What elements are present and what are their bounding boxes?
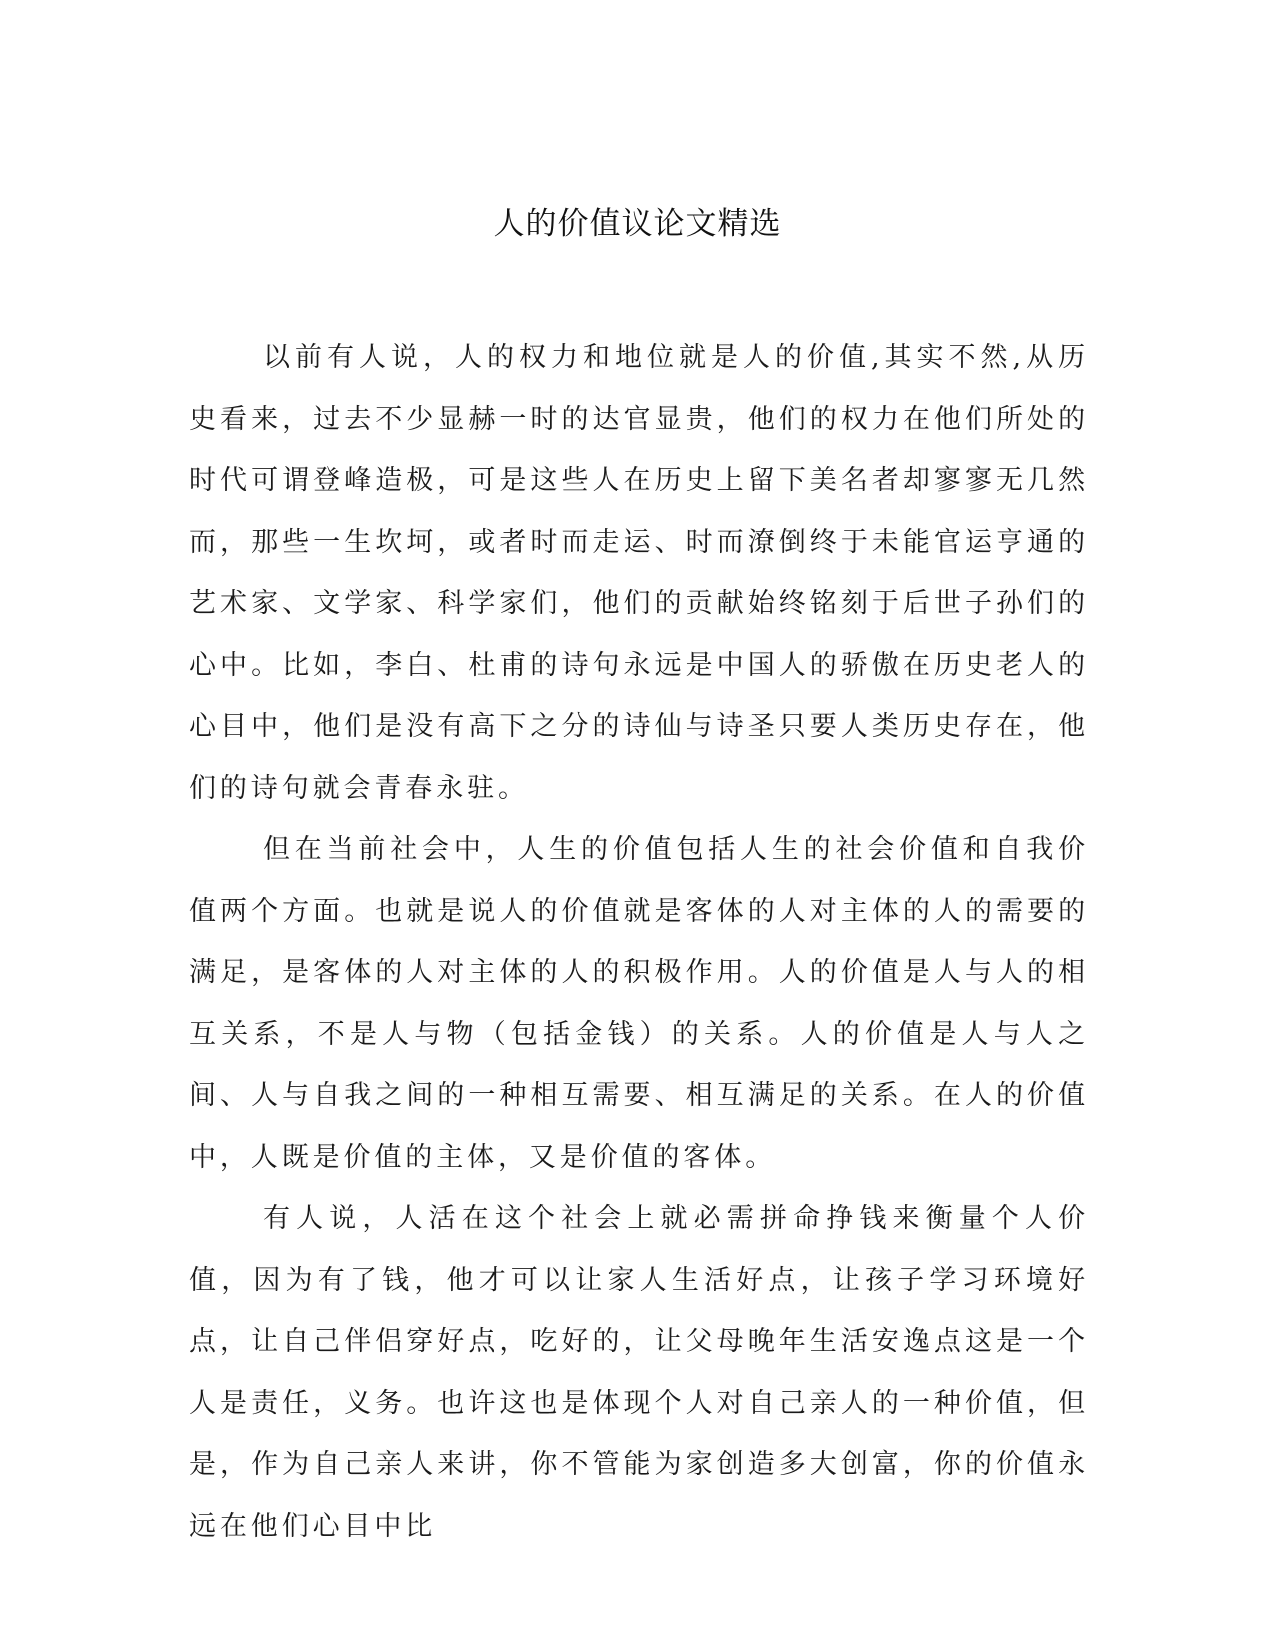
paragraph-3: 有人说，人活在这个社会上就必需拼命挣钱来衡量个人价值，因为有了钱，他才可以让家人生活好点，让孩子学习环境好点，让自己伴侣穿好点，吃好的，让父母晚年生活安逸点这是一个人是责任，义务。也许这也是体现个人对自己亲人的一种价值，但是，作为自己亲人来讲，你不管能为家创造多大创富，你的价值永远在他们心目中比 [189,1203,1089,1542]
document-body [189,327,1089,1557]
paragraph-2: 但在当前社会中，人生的价值包括人生的社会价值和自我价值两个方面。也就是说人的价值就是客体的人对主体的人的需要的满足，是客体的人对主体的人的积极作用。人的价值是人与人的相互关系，不是人与物（包括金钱）的关系。人的价值是人与人之间、人与自我之间的一种相互需要、相互满足的关系。在人的价值中，人既是价值的主体，又是价值的客体。 [189,834,1089,1173]
document-title: 人的价值议论文精选 [493,206,782,242]
paragraph-1: 以前有人说，人的权力和地位就是人的价值,其实不然,从历史看来，过去不少显赫一时的达官显贵，他们的权力在他们所处的时代可谓登峰造极，可是这些人在历史上留下美名者却寥寥无几然而，那些一生坎坷，或者时而走运、时而潦倒终于未能官运亨通的艺术家、文学家、科学家们，他们的贡献始终铭刻于后世子孙们的心中。比如，李白、杜甫的诗句永远是中国人的骄傲在历史老人的心目中，他们是没有高下之分的诗仙与诗圣只要人类历史存在，他们的诗句就会青春永驻。 [189,342,1089,804]
